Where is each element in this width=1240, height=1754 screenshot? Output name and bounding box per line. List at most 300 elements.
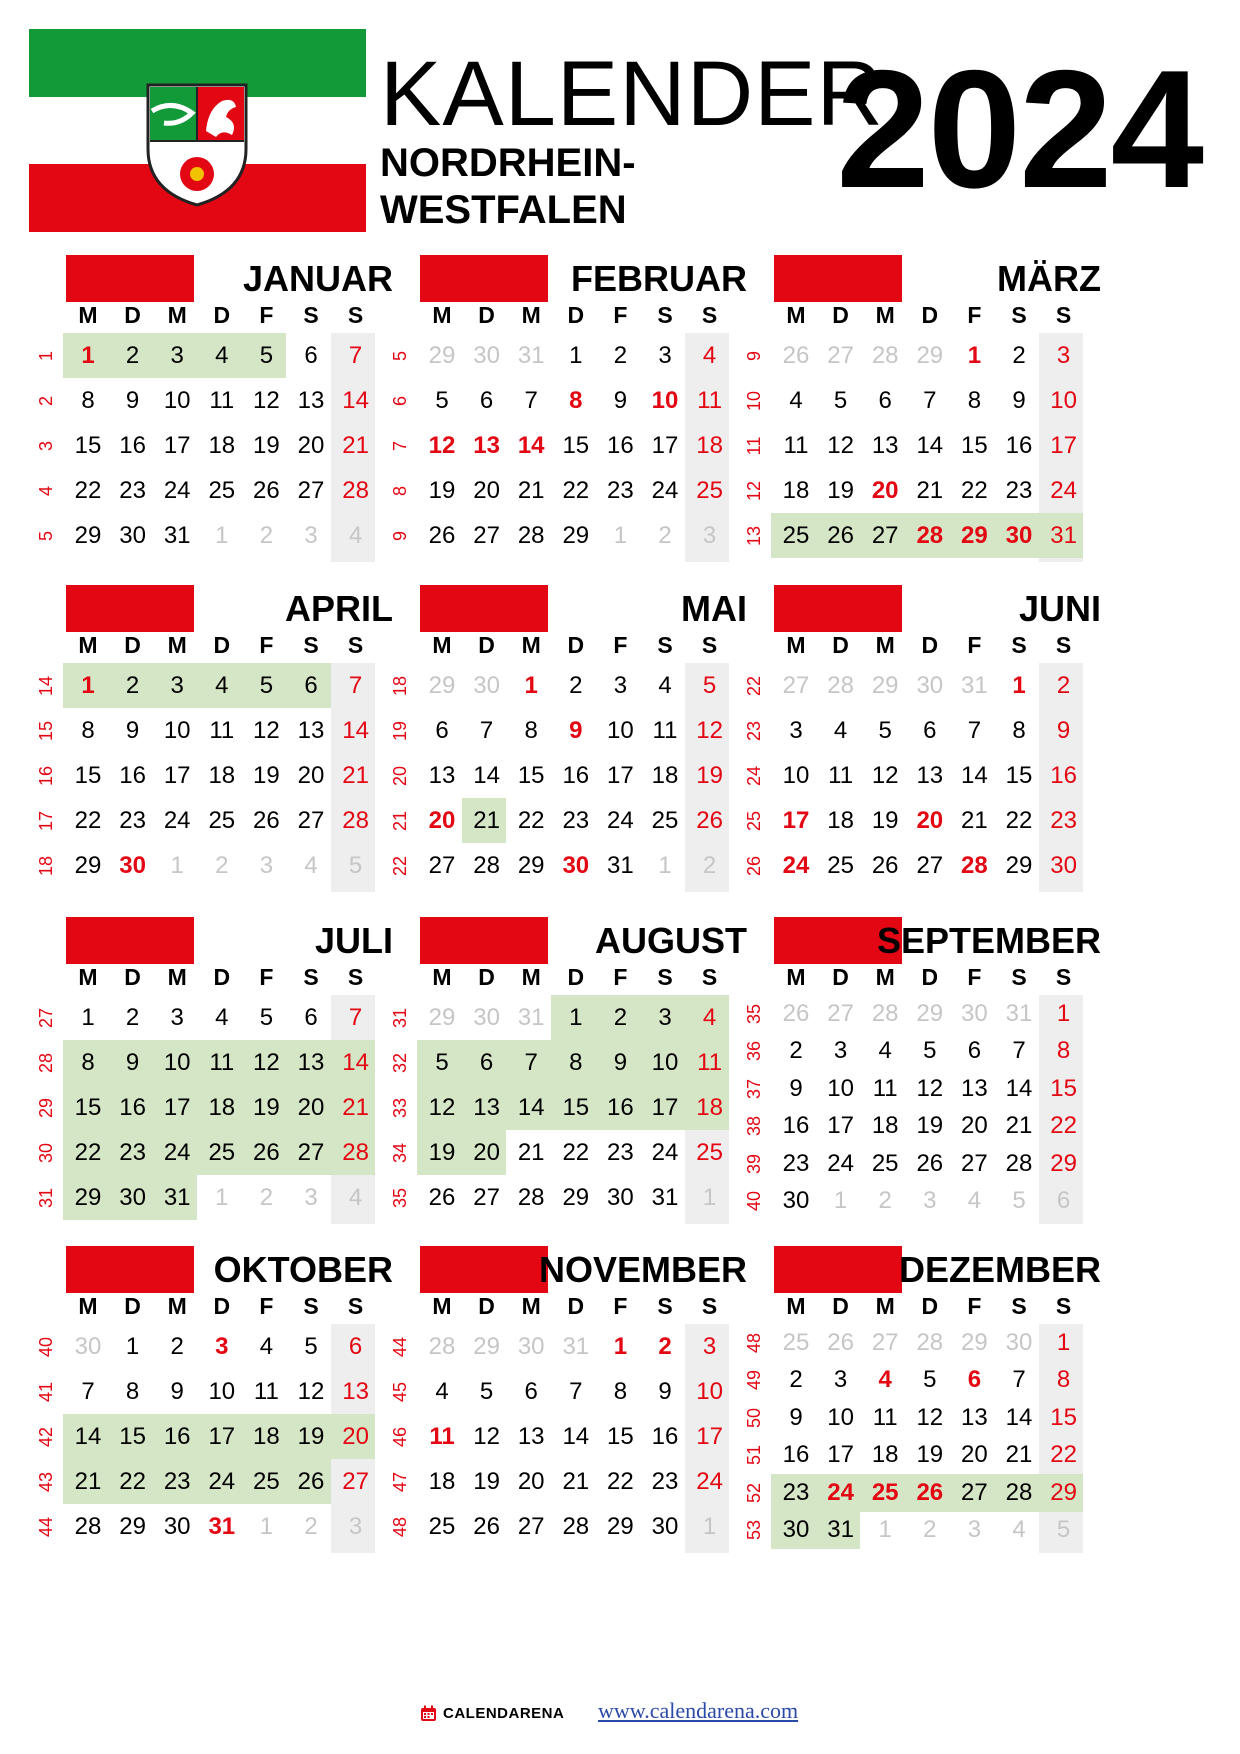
day-cell: 11 [872,1403,898,1431]
day-cell: 24 [651,476,679,504]
day-cell: 12 [428,1093,456,1121]
day-cell-adjacent-month: 1 [658,851,672,879]
week-number: 9 [744,350,764,361]
day-cell: 29 [74,1183,102,1211]
week-number: 40 [744,1191,764,1212]
day-cell: 15 [1050,1403,1077,1431]
day-cell: 21 [342,761,369,789]
day-cell: 12 [827,431,854,459]
website-link[interactable]: www.calendarena.com [598,1698,799,1723]
day-cell: 15 [1050,1074,1077,1102]
day-cell: 15 [74,1093,102,1121]
day-cell: 8 [613,1377,628,1405]
day-cell-adjacent-month: 5 [1056,1516,1071,1544]
day-cell: 20 [297,431,325,459]
day-cell: 22 [1050,1441,1077,1469]
day-grid [29,1326,419,1555]
weekday-label: D [832,1293,849,1319]
week-number: 15 [36,720,56,741]
day-cell: 30 [119,521,146,549]
day-cell-adjacent-month: 26 [827,1328,854,1356]
month-color-bar [66,917,194,964]
weekday-label: S [701,302,718,328]
week-number: 44 [390,1336,410,1357]
weekday-label: M [432,632,452,658]
day-cell: 27 [961,1149,988,1177]
weekday-label: S [347,964,364,990]
day-cell-adjacent-month: 31 [562,1332,590,1360]
day-cell: 15 [517,761,545,789]
day-cell: 9 [789,1403,803,1431]
week-number: 2 [36,395,56,406]
month-color-bar [420,585,548,632]
day-cell-adjacent-month: 26 [782,341,810,369]
month-name: MÄRZ [997,258,1101,299]
day-cell: 17 [827,1441,854,1469]
day-cell: 2 [569,671,583,699]
day-cell: 7 [524,1048,538,1076]
day-cell: 21 [1005,1112,1033,1140]
day-cell: 23 [782,1149,810,1177]
day-cell-adjacent-month: 3 [967,1516,982,1544]
day-cell: 24 [163,806,191,834]
day-cell: 22 [74,1138,102,1166]
day-cell: 9 [170,1377,184,1405]
weekday-label: M [786,964,806,990]
weekday-label: M [432,1293,452,1319]
day-cell: 29 [74,851,102,879]
day-cell: 2 [125,1003,140,1031]
day-cell: 16 [163,1422,191,1450]
day-cell: 20 [297,1093,325,1121]
weekday-label: S [347,1293,364,1319]
weekday-label: S [303,964,319,990]
week-number: 23 [744,720,764,741]
week-number: 22 [390,855,410,876]
day-cell: 24 [607,806,634,834]
day-cell: 25 [208,806,236,834]
day-cell: 7 [348,671,363,699]
day-grid [383,335,773,564]
weekday-label: S [1055,302,1072,328]
day-cell: 24 [163,476,191,504]
weekday-label: S [1055,1293,1072,1319]
day-cell: 14 [342,386,369,414]
day-cell: 18 [871,1112,899,1140]
day-cell: 5 [259,1003,274,1031]
weekday-label: D [567,964,585,990]
day-cell: 18 [208,1093,236,1121]
day-cell: 30 [1050,851,1077,879]
day-cell: 19 [253,1093,280,1121]
week-number: 1 [36,350,56,361]
day-cell-holiday: 30 [119,851,146,879]
day-cell: 16 [119,1093,146,1121]
month-color-bar [420,1246,548,1293]
day-cell: 17 [651,1093,679,1121]
day-cell-holiday: 24 [782,851,810,879]
day-cell: 29 [119,1512,146,1540]
weekday-header [420,630,770,660]
month-color-bar [774,1246,902,1293]
week-number: 28 [36,1052,56,1073]
day-cell: 16 [607,431,634,459]
day-cell-holiday: 30 [562,851,590,879]
week-number: 18 [390,675,410,696]
weekday-label: F [613,1293,628,1319]
week-number: 42 [36,1426,56,1447]
day-cell: 20 [342,1422,369,1450]
weekday-label: M [875,1293,895,1319]
day-cell: 16 [119,431,146,459]
week-number: 47 [390,1471,410,1492]
day-cell: 28 [473,851,500,879]
week-number: 46 [390,1426,410,1447]
day-cell: 30 [782,1187,810,1215]
day-cell: 13 [871,431,899,459]
day-cell: 28 [342,806,369,834]
day-cell: 6 [479,386,494,414]
day-cell: 4 [215,1003,229,1031]
day-cell: 23 [782,1478,810,1506]
day-cell: 15 [119,1422,146,1450]
day-cell: 8 [1056,1037,1071,1065]
day-cell: 29 [1050,1478,1077,1506]
page-title: KALENDER [380,43,884,145]
day-grid [29,997,419,1226]
day-cell: 12 [297,1377,325,1405]
day-cell: 23 [607,1138,634,1166]
month-name: AUGUST [595,920,747,961]
day-cell: 23 [163,1467,191,1495]
day-cell: 28 [342,1138,369,1166]
day-cell-adjacent-month: 2 [702,851,717,879]
month-color-bar [774,255,902,302]
week-number: 17 [36,810,56,831]
day-cell: 19 [916,1112,944,1140]
day-cell: 29 [74,521,102,549]
day-cell-adjacent-month: 29 [428,671,456,699]
day-cell: 14 [961,761,988,789]
year-title: 2024 [836,35,1202,223]
week-number: 8 [390,485,410,496]
week-number: 38 [744,1116,764,1137]
day-cell-holiday: 29 [961,521,988,549]
day-cell: 1 [1056,999,1071,1027]
weekday-label: S [1011,1293,1027,1319]
day-cell: 1 [569,1003,583,1031]
day-cell-adjacent-month: 2 [215,851,229,879]
weekday-label: D [567,1293,585,1319]
weekday-label: S [303,302,319,328]
day-cell: 27 [916,851,944,879]
weekday-label: D [921,1293,939,1319]
day-cell: 20 [961,1441,988,1469]
day-grid [29,665,419,894]
weekday-label: M [786,1293,806,1319]
week-number: 18 [36,855,56,876]
day-cell: 27 [517,1512,545,1540]
week-number: 24 [744,765,764,786]
day-cell: 27 [473,1183,500,1211]
day-cell: 1 [125,1332,140,1360]
day-cell-holiday: 28 [961,851,988,879]
day-cell-adjacent-month: 1 [702,1183,717,1211]
day-cell: 4 [215,341,229,369]
day-cell: 15 [562,431,590,459]
day-cell: 12 [916,1074,944,1102]
day-cell: 16 [607,1093,634,1121]
week-number: 53 [744,1520,764,1541]
weekday-label: D [124,302,141,328]
week-number: 48 [744,1332,764,1353]
day-cell: 4 [833,716,848,744]
day-cell-adjacent-month: 1 [613,521,628,549]
day-cell: 14 [1005,1074,1033,1102]
day-cell-adjacent-month: 3 [304,521,318,549]
day-cell: 3 [833,1366,848,1394]
month-color-bar [774,585,902,632]
day-cell: 12 [916,1403,944,1431]
day-cell: 13 [297,386,325,414]
day-cell-adjacent-month: 5 [348,851,363,879]
weekday-label: D [478,964,495,990]
day-cell: 8 [81,716,95,744]
day-cell: 22 [119,1467,146,1495]
day-cell-holiday: 1 [613,1332,628,1360]
week-number: 6 [390,395,410,406]
day-cell: 3 [170,671,184,699]
day-cell: 26 [428,1183,456,1211]
month-name: OKTOBER [213,1249,393,1290]
day-cell: 28 [517,1183,545,1211]
day-cell: 4 [259,1332,274,1360]
weekday-header [420,1291,770,1321]
day-cell: 19 [428,1138,456,1166]
day-cell: 7 [1012,1366,1026,1394]
week-number: 21 [390,810,410,831]
day-cell: 3 [702,1332,717,1360]
day-cell: 8 [967,386,982,414]
day-cell-holiday: 20 [916,806,944,834]
day-grid [737,1326,1127,1555]
day-cell: 31 [1050,521,1077,549]
weekday-header [774,1291,1124,1321]
week-number: 51 [744,1445,764,1466]
weekday-label: D [124,632,141,658]
month-name: JANUAR [242,258,393,299]
week-number: 10 [744,390,764,411]
day-cell-holiday: 12 [428,431,456,459]
day-cell: 15 [607,1422,634,1450]
day-cell: 19 [297,1422,325,1450]
day-cell: 13 [961,1074,988,1102]
day-cell-holiday: 20 [871,476,899,504]
weekday-label: S [1011,302,1027,328]
day-cell: 23 [119,476,146,504]
brand-logo [420,1702,564,1724]
day-cell-adjacent-month: 1 [702,1512,717,1540]
week-number: 19 [390,720,410,741]
weekday-header [420,300,770,330]
day-cell-adjacent-month: 25 [782,1328,810,1356]
weekday-label: F [613,964,628,990]
day-cell: 10 [607,716,634,744]
week-number: 20 [390,765,410,786]
day-cell: 12 [473,1422,500,1450]
day-cell-adjacent-month: 1 [259,1512,274,1540]
week-number: 5 [390,350,410,361]
day-cell: 26 [428,521,456,549]
weekday-label: D [832,302,849,328]
day-cell-holiday: 30 [1005,521,1033,549]
weekday-label: M [78,302,98,328]
day-cell: 7 [1012,1037,1026,1065]
month-name: DEZEMBER [898,1249,1101,1290]
day-cell: 2 [1012,341,1026,369]
weekday-label: D [921,964,939,990]
day-grid [737,665,1127,894]
weekday-label: F [259,302,274,328]
weekday-label: S [657,964,673,990]
day-cell: 25 [428,1512,456,1540]
weekday-label: D [124,964,141,990]
day-cell-holiday: 1 [524,671,538,699]
weekday-label: D [567,632,585,658]
day-cell: 17 [163,761,191,789]
day-cell: 7 [479,716,494,744]
day-cell-adjacent-month: 27 [871,1328,899,1356]
week-number: 3 [36,440,56,451]
day-cell: 22 [74,806,102,834]
day-cell: 5 [435,386,449,414]
day-cell: 24 [651,1138,679,1166]
day-cell: 10 [782,761,810,789]
day-cell: 9 [789,1074,803,1102]
day-cell: 3 [1056,341,1071,369]
day-cell: 11 [209,716,235,744]
day-cell: 24 [208,1467,236,1495]
day-cell: 10 [827,1403,854,1431]
day-cell: 12 [253,1048,280,1076]
day-cell: 14 [916,431,944,459]
day-cell: 8 [81,386,95,414]
day-cell: 21 [916,476,944,504]
day-cell-holiday: 4 [878,1366,892,1394]
month-name: JUNI [1018,588,1101,629]
calendar-icon [420,1705,437,1722]
day-cell: 14 [473,761,500,789]
day-cell: 14 [1005,1403,1033,1431]
day-cell: 23 [651,1467,679,1495]
day-grid [383,665,773,894]
day-cell: 19 [871,806,899,834]
day-cell: 6 [304,1003,318,1031]
day-cell-adjacent-month: 31 [517,341,545,369]
day-cell: 3 [658,1003,672,1031]
day-cell-adjacent-month: 3 [702,521,717,549]
day-cell: 11 [652,716,678,744]
day-cell: 29 [517,851,545,879]
week-number: 40 [36,1336,56,1357]
day-cell: 10 [651,1048,679,1076]
day-cell: 29 [562,521,590,549]
day-cell-adjacent-month: 27 [782,671,810,699]
day-cell: 31 [163,1183,191,1211]
week-number: 31 [36,1187,56,1208]
weekday-label: D [213,302,231,328]
day-cell-holiday: 24 [827,1478,854,1506]
day-cell: 23 [1005,476,1033,504]
day-cell-adjacent-month: 30 [961,999,988,1027]
month-name: NOVEMBER [538,1249,747,1290]
day-cell: 13 [473,1093,500,1121]
day-cell-adjacent-month: 6 [1056,1187,1071,1215]
weekday-label: S [347,302,364,328]
day-cell: 23 [607,476,634,504]
day-cell: 4 [878,1037,892,1065]
day-cell: 8 [125,1377,140,1405]
day-cell: 1 [1056,1328,1071,1356]
day-cell-adjacent-month: 3 [259,851,274,879]
day-cell: 7 [524,386,538,414]
day-cell: 19 [253,761,280,789]
day-cell: 3 [789,716,803,744]
weekday-label: F [259,964,274,990]
day-cell: 22 [74,476,102,504]
day-cell: 15 [74,761,102,789]
day-cell: 5 [259,671,274,699]
day-cell: 7 [569,1377,583,1405]
day-cell: 27 [961,1478,988,1506]
week-number: 32 [390,1052,410,1073]
day-cell: 23 [1050,806,1077,834]
weekday-label: D [478,632,495,658]
day-cell: 20 [517,1467,545,1495]
day-cell: 31 [827,1516,854,1544]
weekday-label: S [701,632,718,658]
day-cell-adjacent-month: 4 [304,851,318,879]
day-cell-adjacent-month: 31 [1005,999,1033,1027]
day-cell: 15 [961,431,988,459]
day-cell: 18 [253,1422,280,1450]
weekday-label: D [213,1293,231,1319]
day-cell: 24 [827,1149,854,1177]
day-cell-adjacent-month: 3 [923,1187,937,1215]
week-number: 25 [744,810,764,831]
day-cell: 14 [342,716,369,744]
day-cell: 7 [348,341,363,369]
day-cell: 6 [878,386,892,414]
weekday-label: M [167,1293,187,1319]
week-number: 44 [36,1516,56,1537]
day-cell: 6 [923,716,937,744]
day-cell-adjacent-month: 2 [304,1512,318,1540]
weekday-label: S [701,964,718,990]
day-cell: 6 [435,716,449,744]
day-cell: 4 [702,1003,717,1031]
weekday-label: S [657,1293,673,1319]
day-cell: 2 [170,1332,184,1360]
day-cell: 25 [871,1149,899,1177]
day-cell: 13 [297,716,325,744]
day-cell: 6 [348,1332,363,1360]
day-cell: 12 [871,761,899,789]
day-cell: 19 [696,761,723,789]
day-cell: 2 [125,671,140,699]
weekday-label: F [967,1293,982,1319]
day-cell: 18 [696,1093,723,1121]
